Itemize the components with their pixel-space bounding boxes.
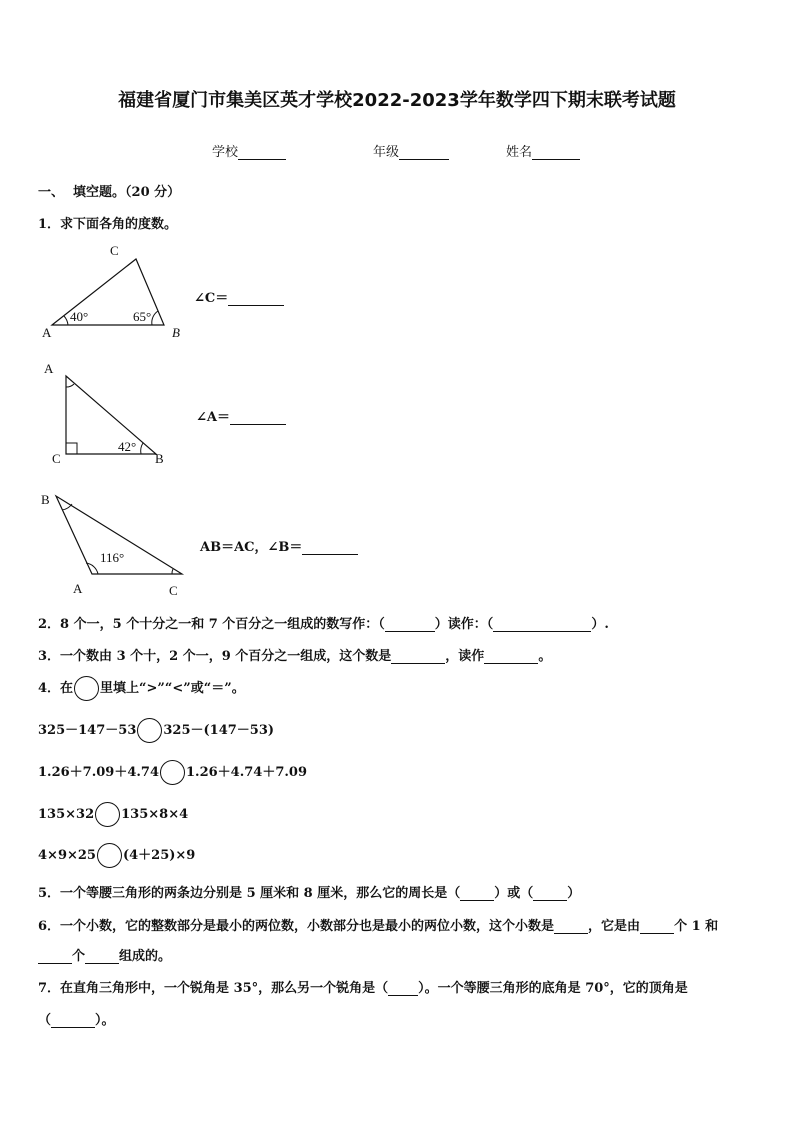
- compare-circle-4[interactable]: [97, 843, 122, 868]
- question-6-mid: ，它是由: [588, 919, 641, 934]
- answer-angle-b-label: AB＝AC，∠B＝: [200, 540, 303, 555]
- vertex-a-label: A: [42, 325, 52, 340]
- vertex-c-label-2: C: [52, 451, 61, 466]
- question-7-blank-1[interactable]: [388, 982, 418, 996]
- angle-c-arc-3: [172, 569, 173, 574]
- question-3-mid: ，读作: [445, 649, 485, 664]
- question-6-blank-1[interactable]: [554, 920, 588, 934]
- vertex-b-label-2: B: [155, 451, 164, 466]
- question-3: [38, 645, 551, 664]
- question-4-suffix: 里填上“>”“<”或“＝”。: [100, 681, 245, 696]
- question-6-line-2: [38, 945, 171, 964]
- compare-left-2: 1.26＋7.09＋4.74: [38, 765, 159, 780]
- question-7-line2-prefix: （: [38, 1013, 52, 1028]
- compare-row-3: [38, 802, 188, 827]
- question-2-prefix: 2．8 个一，5 个十分之一和 7 个百分之一组成的数写作：（: [38, 617, 385, 632]
- question-5-blank-2[interactable]: [533, 887, 567, 901]
- school-field[interactable]: [212, 141, 286, 160]
- question-3-blank-1[interactable]: [391, 650, 445, 664]
- angle-a-arc-2: [66, 384, 74, 387]
- question-1-text: 1．求下面各角的度数。: [38, 217, 178, 232]
- question-2-suffix: ）.: [591, 617, 609, 632]
- grade-blank[interactable]: [399, 146, 449, 160]
- answer-angle-b-blank[interactable]: [302, 541, 358, 555]
- question-2-mid: ）读作：（: [434, 617, 494, 632]
- triangle-figure-1: [34, 236, 194, 344]
- question-3-suffix: 。: [538, 649, 552, 664]
- triangle-figure-3: [36, 490, 196, 602]
- vertex-c-label-3: C: [169, 583, 178, 598]
- question-6-blank-2[interactable]: [640, 920, 674, 934]
- angle-a-value: 40°: [70, 309, 89, 324]
- school-label: 学校: [212, 145, 239, 160]
- question-6-blank-4[interactable]: [85, 950, 119, 964]
- triangle-figure-2: [36, 356, 186, 468]
- compare-right-1: 325－(147－53): [163, 723, 275, 738]
- name-label: 姓名: [506, 145, 533, 160]
- question-7-prefix: 7．在直角三角形中，一个锐角是 35°，那么另一个锐角是（: [38, 981, 389, 996]
- name-field[interactable]: [506, 141, 580, 160]
- compare-row-4: [38, 843, 195, 868]
- compare-row-1: [38, 718, 274, 743]
- question-5-prefix: 5．一个等腰三角形的两条边分别是 5 厘米和 8 厘米，那么它的周长是（: [38, 886, 461, 901]
- question-3-prefix: 3．一个数由 3 个十，2 个一，9 个百分之一组成，这个数是: [38, 649, 392, 664]
- answer-angle-c-label: ∠C＝: [194, 291, 229, 306]
- vertex-c-label: C: [110, 243, 119, 258]
- angle-a-value-3: 116°: [100, 550, 125, 565]
- question-6-prefix: 6．一个小数，它的整数部分是最小的两位数，小数部分也是最小的两位小数，这个小数是: [38, 919, 555, 934]
- vertex-a-label-3: A: [73, 581, 83, 596]
- example-circle: [74, 676, 99, 701]
- grade-field[interactable]: [373, 141, 449, 160]
- question-5-suffix: ）: [567, 886, 581, 901]
- question-4-prefix: 4．在: [38, 681, 74, 696]
- answer-angle-c-blank[interactable]: [228, 292, 284, 306]
- compare-left-1: 325－147－53: [38, 723, 137, 738]
- question-2: [38, 613, 609, 632]
- section-heading: 一、 填空题。（20 分）: [38, 185, 181, 200]
- question-5: [38, 882, 580, 901]
- question-6-line-1: [38, 915, 718, 934]
- compare-row-2: [38, 760, 307, 785]
- question-7-blank-2[interactable]: [51, 1014, 95, 1028]
- school-blank[interactable]: [238, 146, 286, 160]
- question-7-line2-suffix: ）。: [95, 1013, 115, 1028]
- question-7-line-2: [38, 1009, 115, 1028]
- question-7-line-1: [38, 977, 688, 996]
- answer-angle-b: [200, 536, 358, 555]
- page-title: 福建省厦门市集美区英才学校2022-2023学年数学四下期末联考试题: [118, 90, 676, 111]
- question-4: [38, 676, 245, 701]
- angle-b-value: 65°: [133, 309, 152, 324]
- question-6-line2-suffix: 组成的。: [119, 949, 172, 964]
- answer-angle-a-label: ∠A＝: [196, 410, 230, 425]
- vertex-b-label: B: [172, 325, 180, 340]
- question-6-blank-3[interactable]: [38, 950, 72, 964]
- question-3-blank-2[interactable]: [484, 650, 538, 664]
- angle-b-value-2: 42°: [118, 439, 137, 454]
- vertex-b-label-3: B: [41, 492, 50, 507]
- compare-circle-1[interactable]: [137, 718, 162, 743]
- compare-left-4: 4×9×25: [38, 848, 96, 863]
- compare-circle-2[interactable]: [160, 760, 185, 785]
- angle-b-arc-2: [141, 443, 143, 454]
- vertex-a-label-2: A: [44, 361, 54, 376]
- question-6-line2-mid: 个: [72, 949, 86, 964]
- compare-circle-3[interactable]: [95, 802, 120, 827]
- compare-right-2: 1.26＋4.74＋7.09: [186, 765, 307, 780]
- grade-label: 年级: [373, 145, 400, 160]
- answer-angle-a-blank[interactable]: [230, 411, 286, 425]
- compare-right-4: (4＋25)×9: [122, 848, 196, 863]
- question-7-suffix: ）。一个等腰三角形的底角是 70°，它的顶角是: [418, 981, 688, 996]
- question-5-mid: ）或（: [494, 886, 534, 901]
- question-5-blank-1[interactable]: [460, 887, 494, 901]
- name-blank[interactable]: [532, 146, 580, 160]
- question-6-suffix: 个 1 和: [674, 919, 719, 934]
- triangle-2-shape: [66, 376, 156, 454]
- compare-right-3: 135×8×4: [121, 807, 189, 822]
- question-2-blank-2[interactable]: [493, 618, 591, 632]
- angle-a-arc: [64, 316, 68, 325]
- compare-left-3: 135×32: [38, 807, 95, 822]
- answer-angle-a: [196, 406, 286, 425]
- answer-angle-c: [194, 287, 284, 306]
- question-2-blank-1[interactable]: [385, 618, 435, 632]
- angle-b-arc: [152, 311, 158, 325]
- right-angle-mark: [66, 443, 77, 454]
